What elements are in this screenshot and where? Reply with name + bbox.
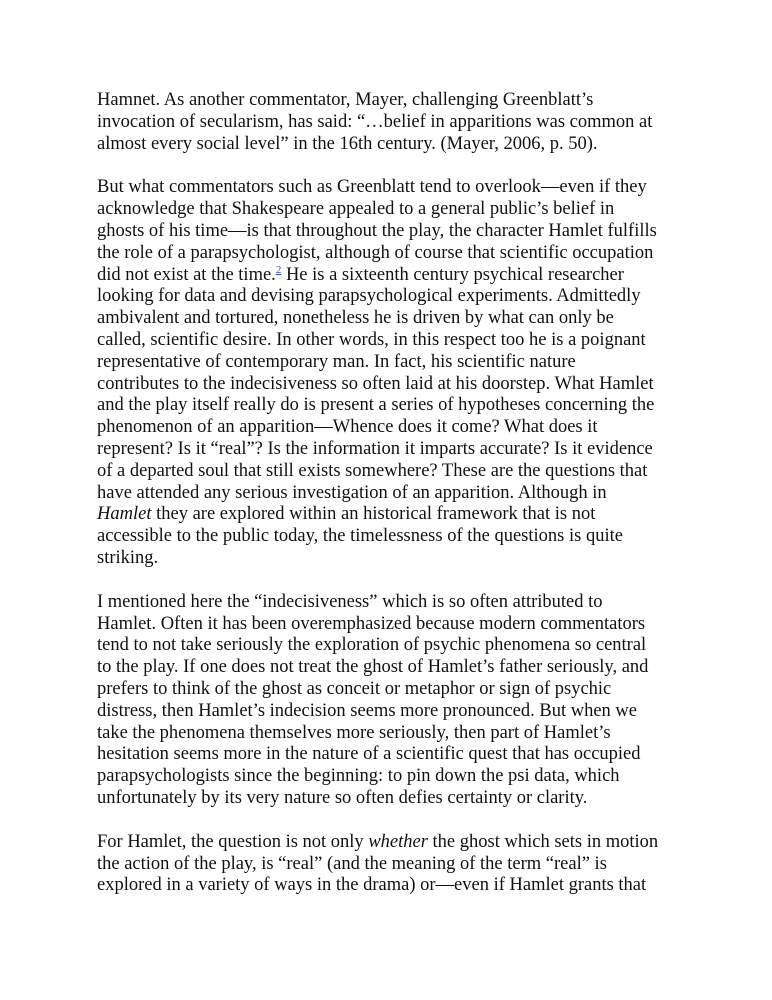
- text-line: parapsychologists since the beginning: to pin down the psi data, which: [97, 766, 620, 787]
- text-line: looking for data and devising parapsychological experiments. Admittedly: [97, 286, 641, 307]
- text-line: take the phenomena themselves more seriously, then part of Hamlet’s: [97, 722, 611, 743]
- text-line: unfortunately by its very nature so often defies certainty or clarity.: [97, 787, 588, 808]
- text-line: called, scientific desire. In other words, in this respect too he is a poignant: [97, 329, 646, 350]
- text-line: But what commentators such as Greenblatt tend to overlook—even if they: [97, 177, 647, 198]
- text-line: striking.: [97, 547, 159, 568]
- text-segment: they are explored within an historical framework that is not: [151, 504, 596, 525]
- text-line: Hamlet. Often it has been overemphasized because modern commentators: [97, 613, 646, 634]
- text-line: acknowledge that Shakespeare appealed to a general public’s belief in: [97, 199, 615, 220]
- text-segment: He is a sixteenth century psychical researcher: [281, 264, 624, 285]
- text-line: invocation of secularism, has said: “…belief in apparitions was common at: [97, 111, 653, 132]
- text-line: almost every social level” in the 16th century. (Mayer, 2006, p. 50).: [97, 133, 598, 154]
- text-line: represent? Is it “real”? Is the information it imparts accurate? Is it evidence: [97, 438, 653, 459]
- text-line: tend to not take seriously the exploration of psychic phenomena so central: [97, 635, 647, 656]
- footnote-link-2[interactable]: 2: [275, 263, 282, 276]
- paragraph-3: [97, 592, 697, 810]
- text-line: representative of contemporary man. In fact, his scientific nature: [97, 351, 576, 372]
- text-line: I mentioned here the “indecisiveness” which is so often attributed to: [97, 591, 603, 612]
- text-line: ghosts of his time—is that throughout the play, the character Hamlet fulfills: [97, 220, 657, 241]
- text-line: the role of a parapsychologist, although of course that scientific occupation: [97, 242, 654, 263]
- document-page: [97, 90, 697, 919]
- text-line: the action of the play, is “real” (and the meaning of the term “real” is: [97, 853, 607, 874]
- text-line: hesitation seems more in the nature of a scientific quest that has occupied: [97, 744, 641, 765]
- text-segment: For Hamlet, the question is not only: [97, 831, 369, 852]
- text-line: [97, 832, 697, 854]
- paragraph-1: [97, 90, 697, 155]
- text-segment: the ghost which sets in motion: [427, 831, 659, 852]
- text-line: accessible to the public today, the timelessness of the questions is quite: [97, 526, 623, 547]
- text-line: and the play itself really do is present a series of hypotheses concerning the: [97, 395, 655, 416]
- text-line: prefers to think of the ghost as conceit or metaphor or sign of psychic: [97, 678, 612, 699]
- text-line: to the play. If one does not treat the ghost of Hamlet’s father seriously, and: [97, 657, 649, 678]
- text-line: Hamnet. As another commentator, Mayer, challenging Greenblatt’s: [97, 90, 594, 110]
- text-line: [97, 265, 697, 287]
- text-line: contributes to the indecisiveness so often laid at his doorstep. What Hamlet: [97, 373, 654, 394]
- italic-title: Hamlet: [97, 504, 152, 525]
- text-line: of a departed soul that still exists somewhere? These are the questions that: [97, 460, 648, 481]
- text-line: phenomenon of an apparition—Whence does it come? What does it: [97, 417, 598, 438]
- text-line: ambivalent and tortured, nonetheless he is driven by what can only be: [97, 308, 614, 329]
- text-segment: did not exist at the time.: [97, 264, 276, 285]
- text-line: distress, then Hamlet’s indecision seems more pronounced. But when we: [97, 700, 637, 721]
- text-line: [97, 504, 697, 526]
- paragraph-2: [97, 177, 697, 569]
- paragraph-4: [97, 832, 697, 897]
- text-line: have attended any serious investigation of an apparition. Although in: [97, 482, 607, 503]
- text-line: explored in a variety of ways in the drama) or—even if Hamlet grants that: [97, 875, 647, 896]
- italic-word: whether: [368, 831, 428, 852]
